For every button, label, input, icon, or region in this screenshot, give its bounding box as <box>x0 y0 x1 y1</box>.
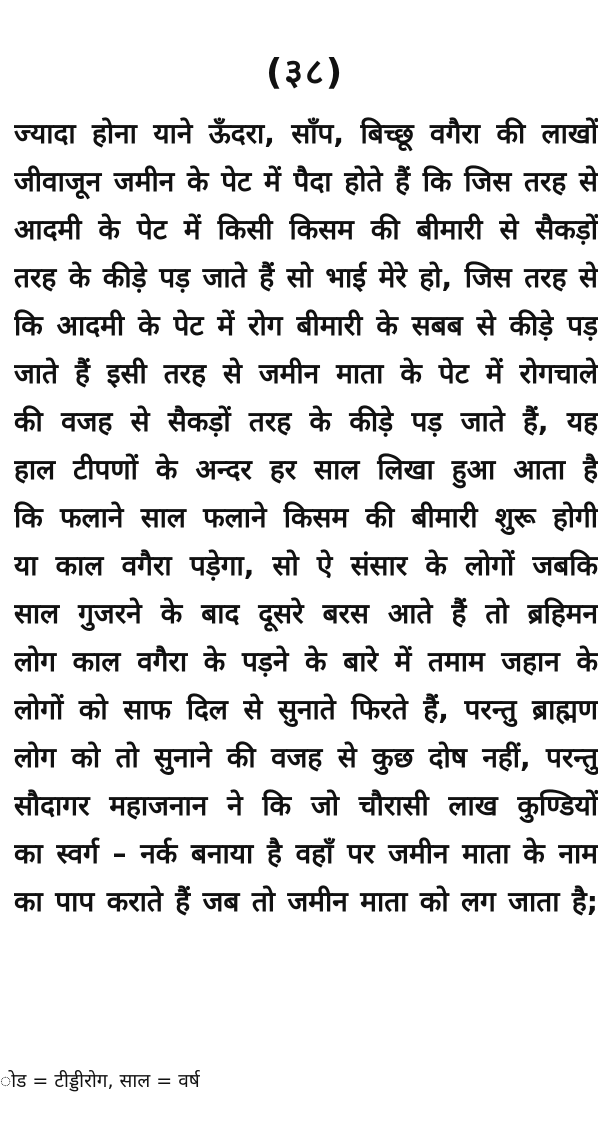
text-line: तरह के कीड़े पड़ जाते हैं सो भाई मेरे हो, जिस तरह से <box>14 261 598 294</box>
text-line: का स्वर्ग – नर्क बनाया है वहाँ पर जमीन माता के नाम <box>14 837 598 870</box>
text-line: लोग काल वगैरा के पड़ने के बारे में तमाम जहान के <box>14 645 598 678</box>
text-line: आदमी के पेट में किसी किसम की बीमारी से सैकड़ों <box>14 213 598 246</box>
text-line: का पाप कराते हैं जब तो जमीन माता को लग जाता है; <box>14 885 598 918</box>
page-number: (३८) <box>265 52 345 93</box>
body-text <box>14 110 598 926</box>
text-line: की वजह से सैकड़ों तरह के कीड़े पड़ जाते हैं, यह <box>14 405 598 438</box>
footnote: ोड = टीड्डीरोग, साल = वर्ष <box>0 1070 200 1092</box>
text-line: जीवाजून जमीन के पेट में पैदा होते हैं कि जिस तरह से <box>14 165 598 198</box>
text-line: ज्यादा होना याने ऊँदरा, साँप, बिच्छू वगैरा की लाखों <box>14 117 598 150</box>
text-line: कि फलाने साल फलाने किसम की बीमारी शुरू होगी <box>14 501 598 534</box>
text-line: लोगों को साफ दिल से सुनाते फिरते हैं, परन्तु ब्राह्मण <box>14 693 598 726</box>
text-line: सौदागर महाजनान ने कि जो चौरासी लाख कुण्डियों <box>14 789 598 822</box>
text-line: लोग को तो सुनाने की वजह से कुछ दोष नहीं, परन्तु <box>14 741 598 774</box>
text-line: जाते हैं इसी तरह से जमीन माता के पेट में रोगचाले <box>14 357 598 390</box>
text-line: हाल टीपणों के अन्दर हर साल लिखा हुआ आता है <box>14 453 598 486</box>
text-line: साल गुजरने के बाद दूसरे बरस आते हैं तो ब्रहिमन <box>14 597 598 630</box>
text-line: या काल वगैरा पड़ेगा, सो ऐ संसार के लोगों जबकि <box>14 549 598 582</box>
text-line: कि आदमी के पेट में रोग बीमारी के सबब से कीड़े पड़ <box>14 309 598 342</box>
